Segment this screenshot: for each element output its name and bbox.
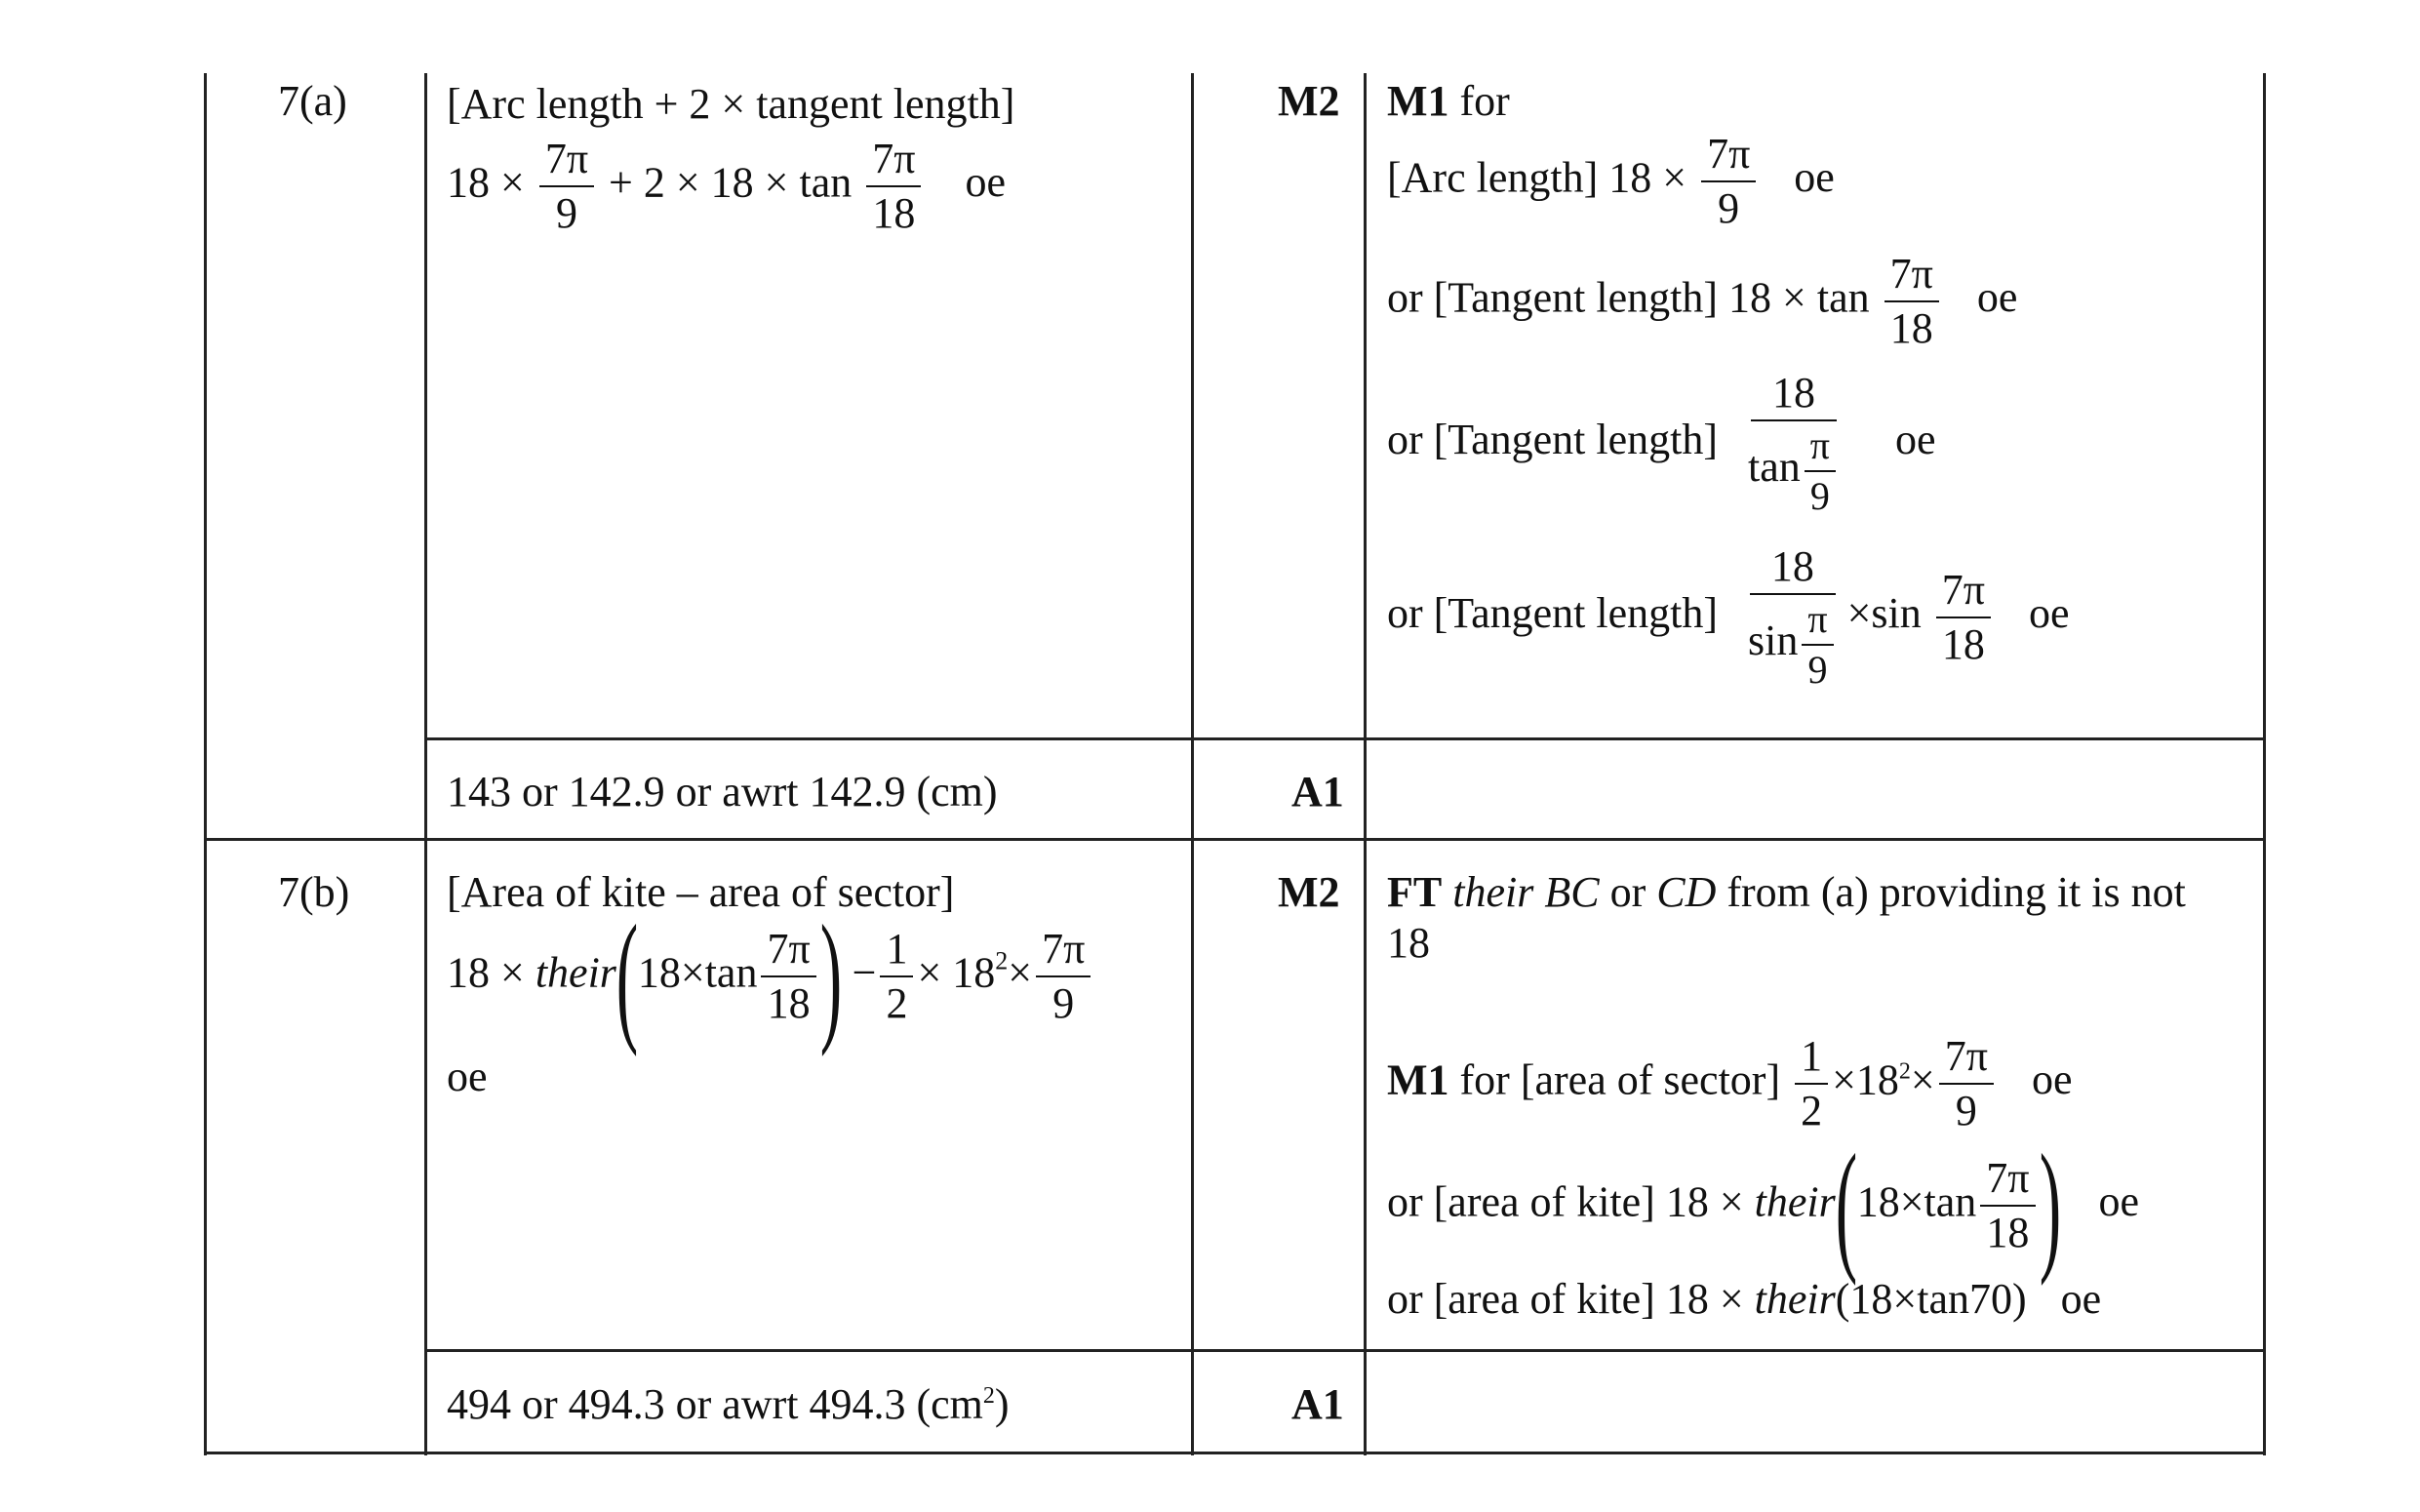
guidance-mark: M1 [1387,77,1449,125]
answer-7b: 494 or 494.3 or awrt 494.3 $(cm^2)$ [447,1380,1010,1428]
col-line-2 [424,73,427,1455]
row-line-bottom [204,1452,2266,1454]
mark-m2-7b: M2 [1278,868,1340,916]
oe-note: oe [965,158,1006,207]
col-line-right [2263,73,2266,1455]
guidance-text: for [1448,77,1510,125]
expr-mid: + 2 × 18 × tan [609,158,853,207]
fraction: $\frac{1}{2}$ [1795,1034,1828,1134]
guidance-line-4-7a: or [Tangent length] 18 tan $\frac{\pi}{9}$ oe [1387,369,1936,519]
row-line-ab [204,838,2266,841]
fraction: $\frac{7\pi}{9}$ [1036,927,1091,1026]
mark-m2-7a: M2 [1278,77,1340,125]
guidance-line-1-7a [1387,77,1510,125]
fraction: $\frac{7\pi}{18}$ [1980,1156,2035,1255]
guidance-line-2-7b: M1 for [area of sector] $\frac{1}{2}$ $\times 18^2\times$ $\frac{7\pi}{9}$ oe [1387,1032,2073,1135]
col-line-4 [1364,73,1367,1455]
guidance-line-2-7a: [Arc length] 18 × $\frac{7\pi}{9}$ oe [1387,130,1835,233]
row-line-b-answer [424,1349,2266,1352]
guidance-line-4-7b: or [area of kite] 18 × their(18×tan70) oe [1387,1275,2102,1323]
fraction: $\frac{7\pi}{9}$ [539,137,594,236]
method-expression-7a [447,137,1006,236]
method-title-7a: [Arc length + 2 × tangent length] [447,80,1015,128]
fraction: 18 sin $\frac{\pi}{9}$ [1742,544,1844,691]
fraction: $\frac{7\pi}{9}$ [1701,132,1756,231]
fraction: $\frac{7\pi}{18}$ [1884,252,1939,351]
fraction: $\frac{7\pi}{9}$ [1939,1034,1994,1134]
guidance-line-3-7b: or [area of kite] 18 × their(18×tan $\frac{7\pi}{18}$ ) oe [1387,1125,2139,1288]
fraction: $\frac{7\pi}{18}$ [866,137,921,236]
guidance-line-5-7a: or [Tangent length] 18 sin $\frac{\pi}{9}$ ×sin $\frac{7\pi}{18}$ oe [1387,542,2070,693]
method-oe-7b: oe [447,1053,488,1100]
fraction: $\frac{7\pi}{18}$ [761,927,815,1026]
col-line-3 [1191,73,1194,1455]
guidance-line-1b-7b: 18 [1387,919,1430,967]
guidance-line-1-7b: FT their BC or CD from (a) providing it is not [1387,868,2186,916]
row-line-a-answer [424,737,2266,740]
fraction: 18 tan $\frac{\pi}{9}$ [1742,371,1845,517]
answer-7a: 143 or 142.9 or awrt 142.9 (cm) [447,768,998,816]
guidance-line-3-7a: or [Tangent length] 18 × tan $\frac{7\pi}{18}$ oe [1387,250,2018,353]
col-line-left [204,73,207,1455]
mark-a1-7b: A1 [1291,1380,1344,1428]
expr-pre: 18 × [447,158,525,207]
method-expression-7b: 18 × their(18×tan $\frac{7\pi}{18}$ ) − $\frac{1}{2}$ × $18^2\times$ $\frac{7\pi}{9}$ [447,927,1094,1026]
method-title-7b: [Area of kite – area of sector] [447,868,955,916]
fraction: $\frac{7\pi}{18}$ [1936,568,1991,667]
fraction: $\frac{1}{2}$ [880,927,913,1026]
question-label-7a: 7(a) [278,77,347,125]
question-label-7b: 7(b) [278,868,350,916]
mark-a1-7a: A1 [1291,768,1344,816]
